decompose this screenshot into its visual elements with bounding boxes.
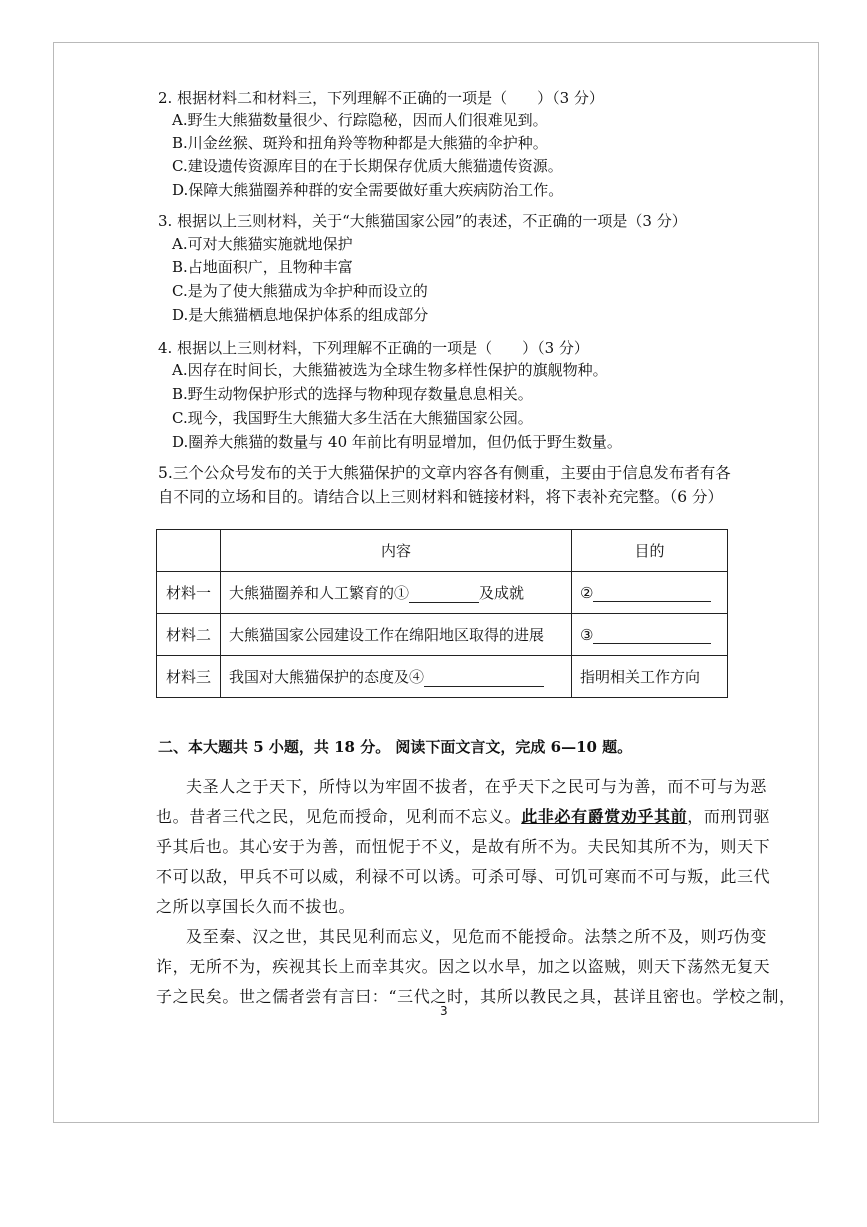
- content-text: 大熊猫圈养和人工繁育的①: [229, 584, 410, 602]
- page-number: 3: [440, 1004, 448, 1018]
- table-row: [157, 656, 728, 698]
- content-text-after: 及成就: [479, 584, 525, 602]
- question-2-option-b: B.川金丝猴、斑羚和扭角羚等物种都是大熊猫的伞护种。: [172, 134, 548, 152]
- question-5-table: [156, 529, 728, 698]
- underlined-sentence: 此非必有爵赏劝乎其前: [521, 807, 688, 826]
- question-3-option-c: C.是为了使大熊猫成为伞护种而设立的: [172, 282, 428, 300]
- passage-line: 乎其后也。其心安于为善，而忸怩于不义，是故有所不为。夫民知其所不为，则天下: [156, 837, 771, 856]
- content-text: 大熊猫国家公园建设工作在绵阳地区取得的进展: [229, 626, 545, 644]
- row-label: 材料三: [157, 656, 221, 698]
- passage-line: 不可以敌，甲兵不可以威，利禄不可以诱。可杀可辱、可饥可寒而不可与叛，此三代: [156, 867, 771, 886]
- row-content: [221, 656, 572, 698]
- question-4-option-a: A.因存在时间长，大熊猫被选为全球生物多样性保护的旗舰物种。: [172, 361, 608, 379]
- row-label: 材料二: [157, 614, 221, 656]
- passage-line: 及至秦、汉之世，其民见利而忘义，见危而不能授命。法禁之所不及，则巧伪变: [186, 927, 768, 946]
- fill-blank[interactable]: [424, 672, 544, 687]
- fill-blank[interactable]: [593, 587, 711, 602]
- passage-text: ，而刑罚驱: [687, 807, 771, 826]
- question-3-stem: 3. 根据以上三则材料，关于“大熊猫国家公园”的表述，不正确的一项是（3 分）: [158, 212, 687, 230]
- row-label: 材料一: [157, 572, 221, 614]
- row-purpose: [572, 572, 728, 614]
- passage-line: 子之民矣。世之儒者尝有言曰：“三代之时，其所以教民之具，甚详且密也。学校之制，: [156, 987, 796, 1006]
- passage-line: 夫圣人之于天下，所恃以为牢固不拔者，在乎天下之民可与为善，而不可与为恶: [186, 777, 768, 796]
- passage-text: 也。昔者三代之民，见危而授命，见利而不忘义。: [156, 807, 522, 826]
- passage-line: 之所以享国长久而不拔也。: [156, 897, 356, 916]
- question-2-option-d: D.保障大熊猫圈养种群的安全需要做好重大疾病防治工作。: [172, 181, 564, 199]
- question-4-stem: 4. 根据以上三则材料，下列理解不正确的一项是（ ）（3 分）: [158, 339, 589, 357]
- purpose-text: ③: [580, 625, 594, 644]
- table-header-row: [157, 530, 728, 572]
- section-2-heading: 二、本大题共 5 小题，共 18 分。 阅读下面文言文，完成 6—10 题。: [158, 738, 633, 756]
- fill-blank[interactable]: [409, 588, 479, 603]
- table-header-purpose: 目的: [572, 530, 728, 572]
- purpose-text: ②: [580, 583, 594, 602]
- row-content: [221, 572, 572, 614]
- row-content: [221, 614, 572, 656]
- question-4-option-b: B.野生动物保护形式的选择与物种现存数量息息相关。: [172, 385, 533, 403]
- row-purpose: 指明相关工作方向: [572, 656, 728, 698]
- question-2-option-a: A.野生大熊猫数量很少、行踪隐秘，因而人们很难见到。: [172, 111, 548, 129]
- passage-line: 诈，无所不为，疾视其长上而幸其灾。因之以水旱，加之以盗贼，则天下荡然无复天: [156, 957, 771, 976]
- table-row: [157, 614, 728, 656]
- question-4-option-d: D.圈养大熊猫的数量与 40 年前比有明显增加，但仍低于野生数量。: [172, 433, 622, 451]
- question-2-stem: 2. 根据材料二和材料三，下列理解不正确的一项是（ ）（3 分）: [158, 89, 604, 107]
- question-3-option-d: D.是大熊猫栖息地保护体系的组成部分: [172, 306, 429, 324]
- passage-line: [156, 804, 770, 827]
- question-5-line-1: 5.三个公众号发布的关于大熊猫保护的文章内容各有侧重，主要由于信息发布者有各: [158, 464, 731, 482]
- question-4-option-c: C.现今，我国野生大熊猫大多生活在大熊猫国家公园。: [172, 409, 533, 427]
- fill-blank[interactable]: [593, 629, 711, 644]
- row-purpose: [572, 614, 728, 656]
- table-header-blank: [157, 530, 221, 572]
- question-3-option-b: B.占地面积广，且物种丰富: [172, 258, 353, 276]
- question-3-option-a: A.可对大熊猫实施就地保护: [172, 235, 353, 253]
- content-text: 我国对大熊猫保护的态度及④: [229, 668, 425, 686]
- table-row: [157, 572, 728, 614]
- question-5-line-2: 自不同的立场和目的。请结合以上三则材料和链接材料，将下表补充完整。（6 分）: [158, 488, 724, 506]
- table-header-content: 内容: [221, 530, 572, 572]
- question-2-option-c: C.建设遗传资源库目的在于长期保存优质大熊猫遗传资源。: [172, 157, 563, 175]
